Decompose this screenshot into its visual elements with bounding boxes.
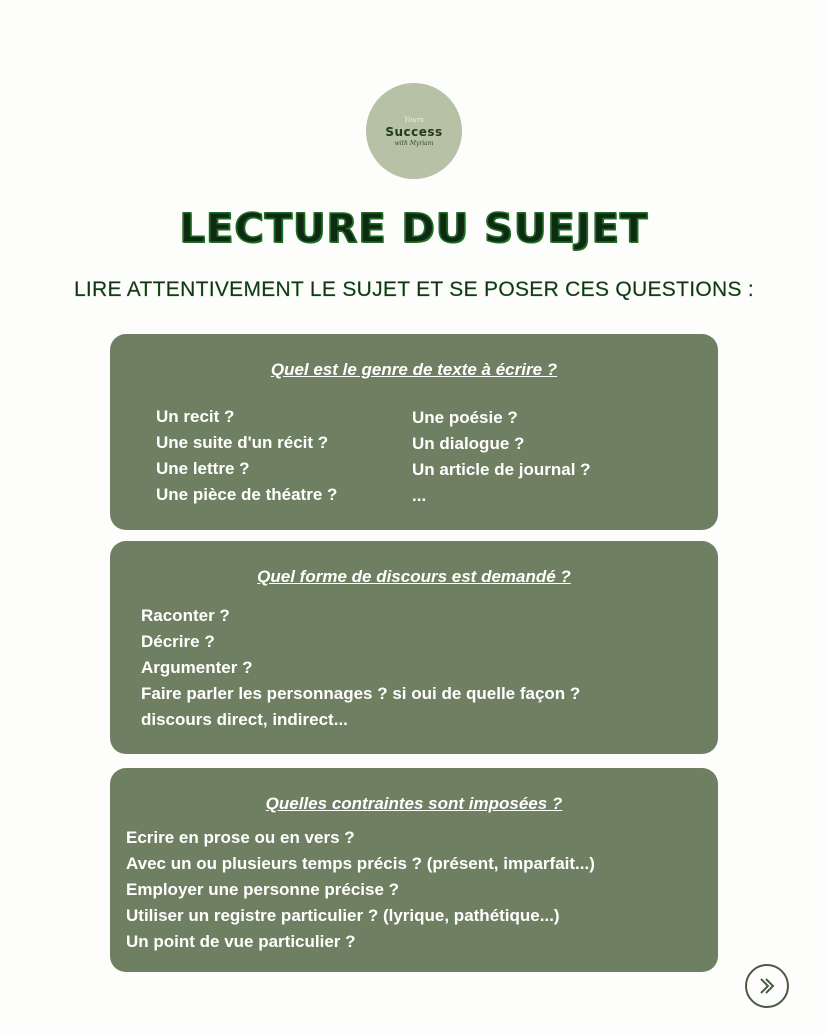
- constraints-card-heading: Quelles contraintes sont imposées ?: [265, 794, 563, 813]
- list-item: Une suite d'un récit ?: [156, 433, 329, 452]
- list-item: Une pièce de théatre ?: [156, 485, 338, 504]
- logo-sub-text: with Myriam: [394, 139, 434, 147]
- brand-logo: [366, 83, 462, 179]
- list-item: Décrire ?: [141, 632, 215, 651]
- genre-list-left: [156, 404, 337, 508]
- list-item: Un point de vue particulier ?: [126, 932, 356, 951]
- discourse-card: [110, 541, 718, 754]
- genre-card-heading: Quel est le genre de texte à écrire ?: [270, 360, 558, 379]
- constraints-card: [110, 768, 718, 972]
- page-title: LECTURE DU SUEJET: [179, 206, 649, 252]
- constraints-list: [126, 825, 595, 955]
- next-page-button[interactable]: [745, 964, 789, 1008]
- list-item: Un article de journal ?: [412, 460, 591, 479]
- genre-list-right: [412, 405, 591, 509]
- discourse-list: [141, 603, 580, 733]
- list-item: Un recit ?: [156, 407, 235, 426]
- list-item: Argumenter ?: [141, 658, 253, 677]
- list-item: discours direct, indirect...: [141, 710, 348, 729]
- discourse-card-heading: Quel forme de discours est demandé ?: [257, 567, 571, 586]
- list-item: Raconter ?: [141, 606, 230, 625]
- list-item: Ecrire en prose ou en vers ?: [126, 828, 355, 847]
- list-item: ...: [412, 486, 427, 505]
- list-item: Une lettre ?: [156, 459, 250, 478]
- list-item: Avec un ou plusieurs temps précis ? (présent, imparfait...): [126, 854, 595, 873]
- genre-card: [110, 334, 718, 530]
- page-subtitle: LIRE ATTENTIVEMENT LE SUJET ET SE POSER CES QUESTIONS :: [73, 278, 755, 301]
- list-item: Une poésie ?: [412, 408, 518, 427]
- double-chevron-right-icon: [756, 975, 778, 997]
- logo-main-text: Success: [385, 124, 443, 139]
- list-item: Un dialogue ?: [412, 434, 525, 453]
- list-item: Utiliser un registre particulier ? (lyrique, pathétique...): [126, 906, 560, 925]
- list-item: Employer une personne précise ?: [126, 880, 400, 899]
- list-item: Faire parler les personnages ? si oui de quelle façon ?: [141, 684, 581, 703]
- logo-top-text: Yours: [404, 115, 424, 124]
